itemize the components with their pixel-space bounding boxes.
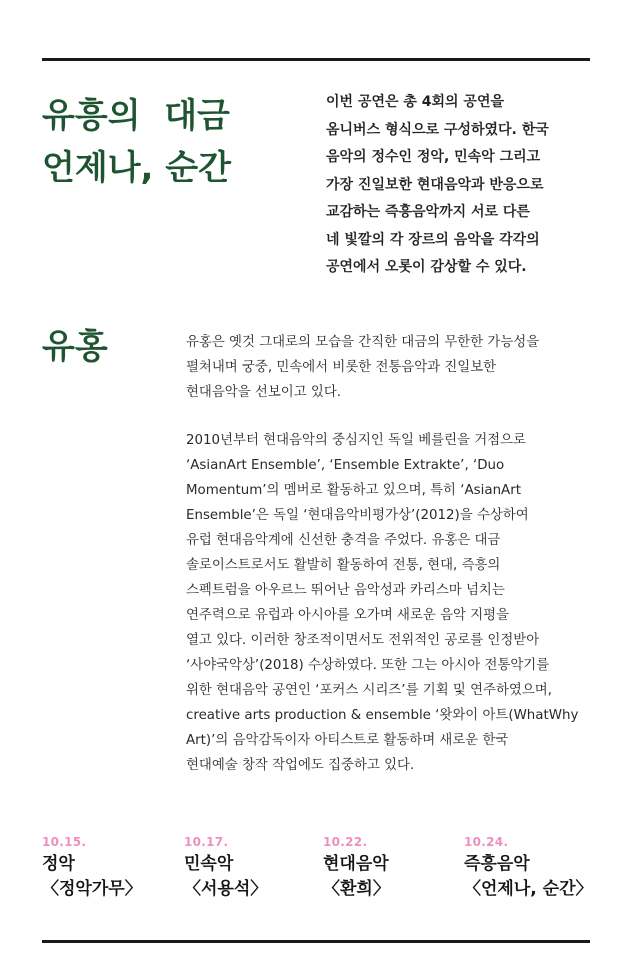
page-title-line-2: 언제나, 순간 (42, 148, 231, 188)
page-title (42, 90, 231, 194)
schedule-genre: 즉흥음악 (464, 854, 530, 874)
paragraph-gap (186, 405, 606, 428)
intro-line: 가장 진일보한 현대음악과 반응으로 (326, 176, 544, 193)
schedule-title: 〈환희〉 (323, 879, 390, 899)
bio-line: Momentum’의 멤버로 활동하고 있으며, 특히 ‘AsianArt (186, 483, 521, 498)
bio-line: 유럽 현대음악계에 신선한 충격을 주었다. 유홍은 대금 (186, 533, 501, 548)
bio-line: 열고 있다. 이러한 창조적이면서도 전위적인 공로를 인정받아 (186, 633, 540, 648)
intro-line: 교감하는 즉흥음악까지 서로 다른 (326, 204, 530, 220)
bio-line: 스펙트럼을 아우르느 뛰어난 음악성과 카리스마 넘치는 (186, 583, 505, 598)
bottom-divider (42, 940, 590, 943)
page-title-line-1: 유흥의 대금 (42, 96, 230, 136)
bio-line: 펼쳐내며 궁중, 민속에서 비롯한 전통음악과 진일보한 (186, 360, 497, 375)
schedule-genre: 현대음악 (323, 854, 389, 874)
bio-line: 2010년부터 현대음악의 중심지인 독일 베를린을 거점으로 (186, 433, 526, 448)
bio-line: 솔로이스트로서도 활발히 활동하여 전통, 현대, 즉흥의 (186, 558, 501, 573)
bio-line: creative arts production & ensemble ‘왓와이 아트(WhatWhy (186, 708, 579, 723)
intro-line: 공연에서 오롯이 감상할 수 있다. (326, 259, 527, 275)
bio-line: 연주력으로 유럽과 아시아를 오가며 새로운 음악 지평을 (186, 608, 510, 623)
intro-line: 옴니버스 형식으로 구성하였다. 한국 (326, 121, 549, 138)
bio-line: Art)’의 음악감독이자 아티스트로 활동하며 새로운 한국 (186, 733, 509, 748)
schedule-genre: 민속악 (184, 854, 234, 874)
schedule-title: 〈언제나, 순간〉 (464, 879, 593, 899)
schedule-date: 10.17. (184, 835, 229, 849)
intro-paragraph (326, 89, 596, 282)
artist-heading: 유홍 (42, 327, 108, 367)
performance-schedule (42, 832, 602, 922)
schedule-item (464, 832, 593, 902)
schedule-date: 10.24. (464, 835, 509, 849)
bio-line: 유홍은 옛것 그대로의 모습을 간직한 대금의 무한한 가능성을 (186, 335, 540, 350)
bio-line: 현대예술 창작 작업에도 집중하고 있다. (186, 758, 415, 773)
intro-line: 음악의 정수인 정악, 민속악 그리고 (326, 149, 541, 165)
schedule-genre: 정악 (42, 854, 75, 874)
schedule-item (184, 832, 267, 902)
schedule-date: 10.22. (323, 835, 368, 849)
top-divider (42, 58, 590, 61)
schedule-item (323, 832, 390, 902)
bio-line: ‘AsianArt Ensemble’, ‘Ensemble Extrakte’, ‘Duo (186, 458, 505, 473)
schedule-title: 〈서용석〉 (184, 879, 268, 899)
intro-line: 네 빛깔의 각 장르의 음악을 각각의 (326, 231, 540, 248)
schedule-title: 〈정악가무〉 (42, 879, 142, 899)
bio-line: ‘사야국악상’(2018) 수상하였다. 또한 그는 아시아 전통악기를 (186, 658, 550, 673)
bio-line: 현대음악을 선보이고 있다. (186, 385, 342, 400)
bio-line: Ensemble’은 독일 ‘현대음악비평가상’(2012)을 수상하여 (186, 508, 529, 523)
intro-line: 이번 공연은 총 4회의 공연을 (326, 94, 505, 110)
schedule-item (42, 832, 142, 902)
schedule-date: 10.15. (42, 835, 87, 849)
artist-bio (186, 330, 606, 778)
bio-line: 위한 현대음악 공연인 ‘포커스 시리즈’를 기획 및 연주하였으며, (186, 683, 552, 698)
